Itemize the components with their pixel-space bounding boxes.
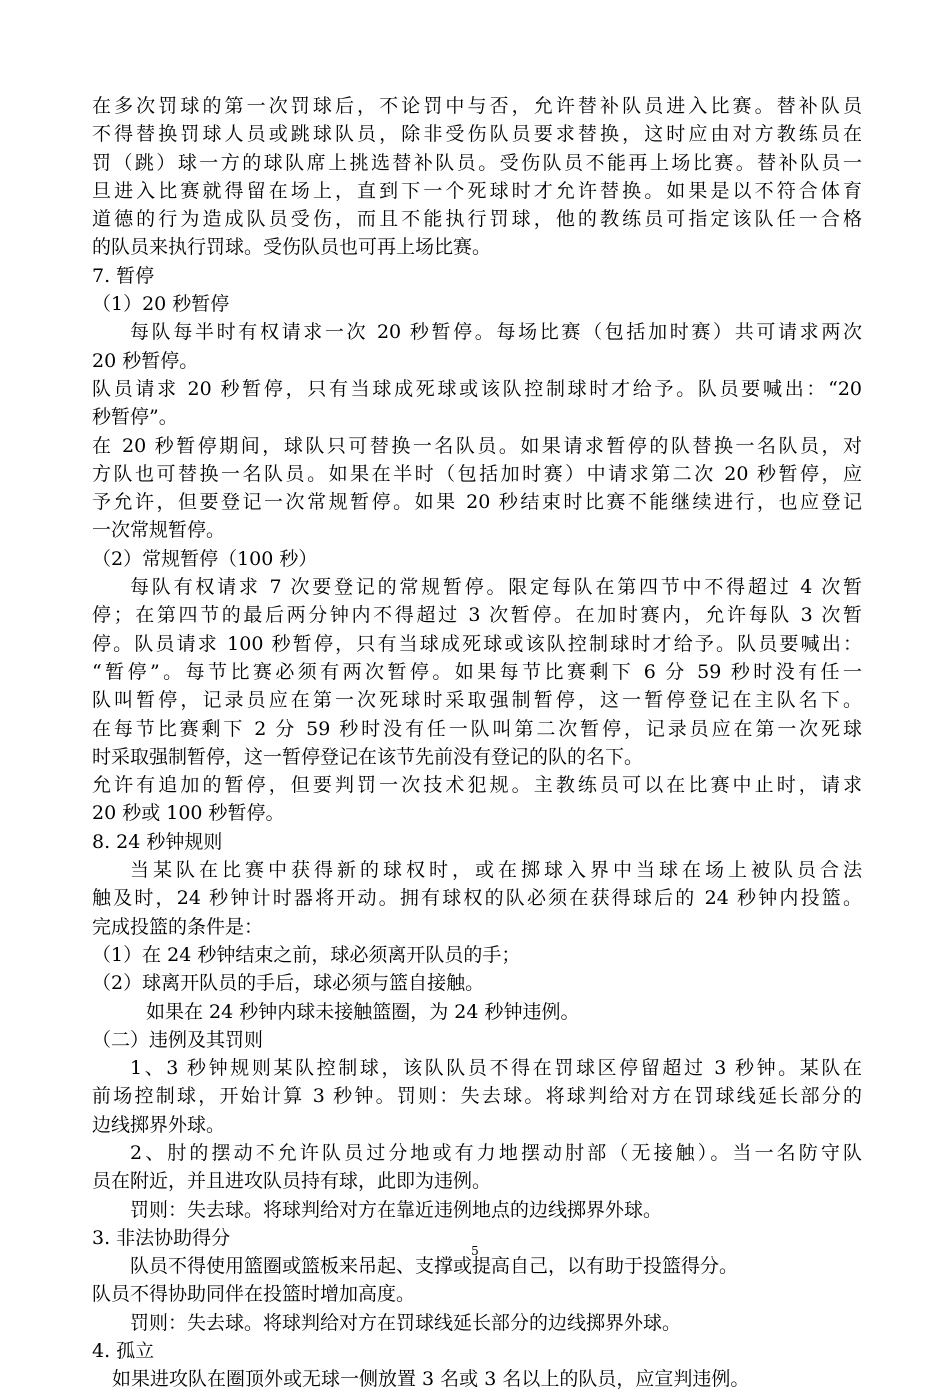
text-line: 如果进攻队在圈顶外或无球一侧放置 3 名或 3 名以上的队员，应宣判违例。 — [112, 1368, 750, 1391]
text-line: 前场控制球，开始计算 3 秒钟。罚则：失去球。将球判给对方在罚球线延长部分的 — [92, 1085, 862, 1108]
text-line: 2、肘的摆动不允许队员过分地或有力地摆动肘部（无接触）。当一名防守队 — [130, 1141, 862, 1164]
text-line: 队员不得使用篮圈或篮板来吊起、支撑或提高自己，以有助于投篮得分。 — [130, 1255, 739, 1278]
text-line: 员在附近，并且进攻队员持有球，此即为违例。 — [92, 1170, 492, 1193]
text-line: 罚则：失去球。将球判给对方在靠近违例地点的边线掷界外球。 — [130, 1198, 663, 1221]
list-item: （1）在 24 秒钟结束之前，球必须离开队员的手； — [92, 943, 521, 966]
text-line: “暂停”。每节比赛必须有两次暂停。如果每节比赛剩下 6 分 59 秒时没有任一 — [92, 660, 862, 683]
text-line: 一次常规暂停。 — [92, 519, 226, 542]
text-line: 方队也可替换一名队员。如果在半时（包括加时赛）中请求第二次 20 秒暂停，应 — [92, 462, 862, 485]
text-line: 1、3 秒钟规则某队控制球，该队队员不得在罚球区停留超过 3 秒钟。某队在 — [130, 1057, 862, 1080]
section-heading: （二）违例及其罚则 — [92, 1028, 264, 1051]
section-heading: 3. 非法协助得分 — [92, 1226, 231, 1249]
text-line: 道德的行为造成队员受伤，而且不能执行罚球，他的教练员可指定该队任一合格 — [92, 208, 862, 231]
text-line: 20 秒暂停。 — [92, 349, 199, 372]
document-body — [92, 92, 862, 1394]
text-line: 当某队在比赛中获得新的球权时，或在掷球入界中当球在场上被队员合法 — [130, 859, 862, 882]
text-line: 时采取强制暂停，这一暂停登记在该节先前没有登记的队的名下。 — [92, 745, 644, 768]
text-line: 罚（跳）球一方的球队席上挑选替补队员。受伤队员不能再上场比赛。替补队员一 — [92, 151, 862, 174]
text-line: 予允许，但要登记一次常规暂停。如果 20 秒结束时比赛不能继续进行，也应登记 — [92, 491, 862, 514]
text-line: 的队员来执行罚球。受伤队员也可再上场比赛。 — [92, 236, 492, 259]
text-line: 队员请求 20 秒暂停，只有当球成死球或该队控制球时才给予。队员要喊出：“20 — [92, 377, 862, 400]
text-line: 队叫暂停，记录员应在第一次死球时采取强制暂停，这一暂停登记在主队名下。 — [92, 689, 862, 712]
text-line: 在 20 秒暂停期间，球队只可替换一名队员。如果请求暂停的队替换一名队员，对 — [92, 434, 862, 457]
text-line: 在多次罚球的第一次罚球后，不论罚中与否，允许替补队员进入比赛。替补队员 — [92, 95, 862, 117]
section-heading: 4. 孤立 — [92, 1340, 155, 1363]
text-line: 队员不得协助同伴在投篮时增加高度。 — [92, 1283, 416, 1306]
text-line: 边线掷界外球。 — [92, 1113, 226, 1136]
text-line: 不得替换罚球人员或跳球队员，除非受伤队员要求替换，这时应由对方教练员在 — [92, 123, 862, 146]
text-line: 允许有追加的暂停，但要判罚一次技术犯规。主教练员可以在比赛中止时，请求 — [92, 774, 862, 797]
subsection-heading: （2）常规暂停（100 秒） — [92, 547, 318, 570]
subsection-heading: （1）20 秒暂停 — [92, 293, 230, 316]
list-item: （2）球离开队员的手后，球必须与篮自接触。 — [92, 972, 485, 995]
text-line: 每队每半时有权请求一次 20 秒暂停。每场比赛（包括加时赛）共可请求两次 — [130, 321, 862, 344]
section-heading: 7. 暂停 — [92, 264, 155, 287]
text-line: 每队有权请求 7 次要登记的常规暂停。限定每队在第四节中不得超过 4 次暂 — [130, 576, 862, 599]
text-line: 旦进入比赛就得留在场上，直到下一个死球时才允许替换。如果是以不符合体育 — [92, 179, 862, 202]
text-line: 20 秒或 100 秒暂停。 — [92, 802, 285, 825]
text-line: 如果在 24 秒钟内球未接触篮圈，为 24 秒钟违例。 — [146, 1000, 580, 1023]
text-line: 秒暂停”。 — [92, 406, 178, 429]
text-line: 在每节比赛剩下 2 分 59 秒时没有任一队叫第二次暂停，记录员应在第一次死球 — [92, 717, 862, 740]
text-line: 停。队员请求 100 秒暂停，只有当球成死球或该队控制球时才给予。队员要喊出： — [92, 632, 862, 655]
page-number: 5 — [471, 1244, 479, 1258]
text-line: 罚则：失去球。将球判给对方在罚球线延长部分的边线掷界外球。 — [130, 1311, 682, 1334]
text-line: 停；在第四节的最后两分钟内不得超过 3 次暂停。在加时赛内，允许每队 3 次暂 — [92, 604, 862, 627]
section-heading: 8. 24 秒钟规则 — [92, 830, 223, 853]
text-line: 完成投篮的条件是： — [92, 915, 264, 938]
text-line: 触及时，24 秒钟计时器将开动。拥有球权的队必须在获得球后的 24 秒钟内投篮。 — [92, 887, 862, 910]
